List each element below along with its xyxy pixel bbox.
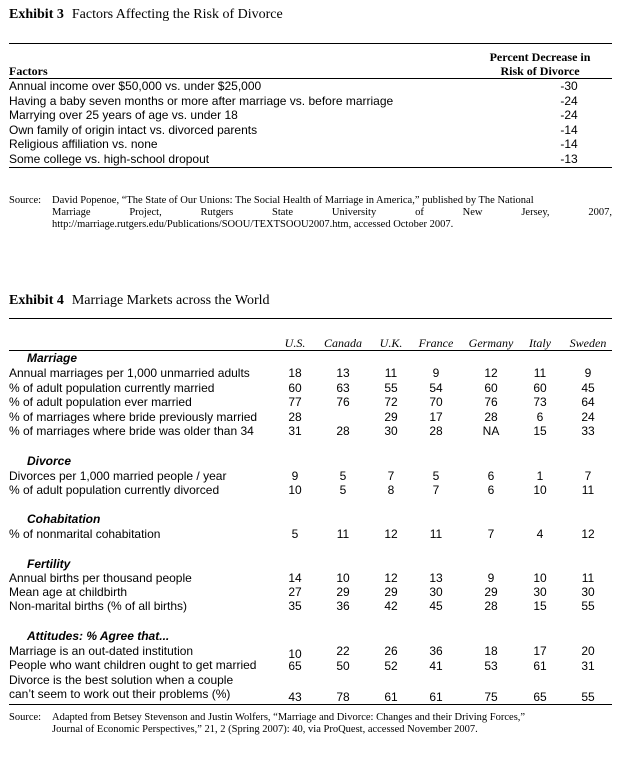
cell: 10 (533, 483, 547, 497)
row-label: % of adult population currently divorced (9, 483, 220, 497)
cell: 12 (581, 527, 595, 541)
cell: 53 (484, 659, 498, 673)
exhibit3-title-text: Factors Affecting the Risk of Divorce (71, 7, 283, 22)
cell: 29 (484, 585, 498, 599)
cell: 12 (384, 527, 398, 541)
cell: 36 (429, 644, 443, 658)
cell: 29 (384, 410, 398, 424)
row-label: % of adult population ever married (9, 395, 192, 409)
cell: 28 (484, 410, 498, 424)
cell: 12 (384, 571, 398, 585)
cell: 5 (339, 469, 347, 483)
cell: 11 (429, 527, 443, 541)
exhibit4-source (9, 712, 612, 736)
exhibit3-value: -14 (560, 123, 578, 137)
exhibit3-row (9, 79, 612, 94)
row-label: Annual marriages per 1,000 unmarried adults (9, 366, 250, 380)
cell: 7 (584, 469, 592, 483)
exhibit3-value: -30 (560, 79, 578, 93)
cell: 45 (429, 599, 443, 613)
exhibit3-source-label: Source: (9, 195, 42, 206)
row-label: Divorce is the best solution when a couple (9, 673, 234, 687)
cell: 8 (387, 483, 395, 497)
exhibit4-title (9, 293, 270, 309)
section-divorce: Divorce (27, 454, 72, 468)
cell: 64 (581, 395, 595, 409)
exhibit4-source-line1: Adapted from Betsey Stevenson and Justin Wolfers, “Marriage and Divorce: Changes and their Driving Forces,” (52, 712, 526, 723)
cell: 1 (536, 469, 544, 483)
exhibit3-row (9, 108, 612, 123)
section-marriage: Marriage (27, 351, 78, 365)
cell: 76 (336, 395, 350, 409)
cell: NA (482, 424, 500, 438)
cell: 42 (384, 599, 398, 613)
cell: 30 (581, 585, 595, 599)
cell: 43 (288, 690, 302, 704)
row-label: Marriage is an out-dated institution (9, 644, 194, 658)
cell: 5 (291, 527, 299, 541)
cell: 4 (536, 527, 544, 541)
cell: 27 (288, 585, 302, 599)
cell: 73 (533, 395, 547, 409)
exhibit3-value: -14 (560, 137, 578, 151)
exhibit3-value-header-line1: Percent Decrease in (489, 50, 591, 64)
cell: 10 (288, 483, 302, 497)
cell: 17 (533, 644, 547, 658)
exhibit3-value: -24 (560, 94, 578, 108)
cell: 31 (581, 659, 595, 673)
cell: 13 (429, 571, 443, 585)
exhibit3-row (9, 137, 612, 152)
cell: 65 (533, 690, 547, 704)
cell: 31 (288, 424, 302, 438)
exhibit3-top-rule (9, 43, 612, 44)
column-header-germany: Germany (468, 336, 514, 350)
column-header-sweden: Sweden (569, 336, 607, 350)
cell: 28 (484, 599, 498, 613)
cell: 14 (288, 571, 302, 585)
cell: 28 (288, 410, 302, 424)
cell: 6 (487, 483, 495, 497)
row-label: % of nonmarital cohabitation (9, 527, 161, 541)
cell: 9 (487, 571, 495, 585)
cell: 24 (581, 410, 595, 424)
cell: 17 (429, 410, 443, 424)
cell: 7 (487, 527, 495, 541)
exhibit3-value-header (470, 50, 610, 78)
exhibit4-label: Exhibit 4 (9, 293, 64, 308)
cell: 28 (336, 424, 350, 438)
cell: 9 (432, 366, 440, 380)
exhibit3-factor: Religious affiliation vs. none (9, 137, 158, 151)
cell: 11 (581, 571, 595, 585)
cell: 61 (533, 659, 547, 673)
cell: 76 (484, 395, 498, 409)
cell: 11 (581, 483, 595, 497)
cell: 61 (384, 690, 398, 704)
cell: 7 (432, 483, 440, 497)
exhibit4-bottom-rule (9, 704, 612, 705)
exhibit3-row (9, 152, 612, 167)
cell: 9 (584, 366, 592, 380)
cell: 60 (288, 381, 302, 395)
cell: 30 (429, 585, 443, 599)
exhibit3-source-line1: David Popenoe, “The State of Our Unions: The Social Health of Marriage in America,” published by The National (52, 195, 534, 206)
cell: 29 (384, 585, 398, 599)
exhibit3-source-line2: Marriage Project, Rutgers State University of New Jersey, 2007, (52, 207, 612, 218)
cell: 7 (387, 469, 395, 483)
cell: 11 (533, 366, 547, 380)
cell: 52 (384, 659, 398, 673)
cell: 75 (484, 690, 498, 704)
cell: 26 (384, 644, 398, 658)
row-label: % of adult population currently married (9, 381, 215, 395)
cell: 70 (429, 395, 443, 409)
row-label: % of marriages where bride was older than 34 (9, 424, 254, 438)
column-header-us: U.S. (284, 336, 306, 350)
row-label: People who want children ought to get married (9, 658, 257, 672)
cell: 5 (432, 469, 440, 483)
cell: 5 (339, 483, 347, 497)
section-cohabitation: Cohabitation (27, 512, 101, 526)
cell: 28 (429, 424, 443, 438)
exhibit3-row (9, 94, 612, 109)
cell: 61 (429, 690, 443, 704)
exhibit3-factor: Annual income over $50,000 vs. under $25,000 (9, 79, 262, 93)
exhibit3-value-header-line2: Risk of Divorce (500, 64, 580, 78)
cell: 13 (336, 366, 350, 380)
cell: 11 (384, 366, 398, 380)
column-header-canada: Canada (323, 336, 362, 350)
exhibit3-factor: Having a baby seven months or more after marriage vs. before marriage (9, 94, 394, 108)
row-label: Annual births per thousand people (9, 571, 192, 585)
cell: 41 (429, 659, 443, 673)
cell: 20 (581, 644, 595, 658)
cell: 65 (288, 659, 302, 673)
cell: 18 (288, 366, 302, 380)
row-label: Non-marital births (% of all births) (9, 599, 188, 613)
cell: 30 (533, 585, 547, 599)
exhibit3-label: Exhibit 3 (9, 7, 64, 22)
column-header-italy: Italy (529, 336, 551, 350)
cell: 9 (291, 469, 299, 483)
exhibit3-factor: Some college vs. high-school dropout (9, 152, 210, 166)
exhibit3-factors-header: Factors (9, 64, 48, 78)
cell: 10 (288, 647, 302, 661)
exhibit3-factor: Marrying over 25 years of age vs. under 18 (9, 108, 238, 122)
cell: 6 (536, 410, 544, 424)
cell: 10 (533, 571, 547, 585)
cell: 22 (336, 644, 350, 658)
column-header-france: France (418, 336, 454, 350)
column-header-uk: U.K. (379, 336, 403, 350)
row-label-continued: can’t seem to work out their problems (%) (9, 687, 231, 701)
cell: 72 (384, 395, 398, 409)
cell: 45 (581, 381, 595, 395)
cell: 30 (384, 424, 398, 438)
cell: 55 (581, 599, 595, 613)
cell: 6 (487, 469, 495, 483)
cell: 63 (336, 381, 350, 395)
section-fertility: Fertility (27, 557, 71, 571)
cell: 60 (484, 381, 498, 395)
exhibit4-top-rule (9, 318, 612, 319)
exhibit3-value: -24 (560, 108, 578, 122)
cell: 36 (336, 599, 350, 613)
cell: 15 (533, 424, 547, 438)
cell: 77 (288, 395, 302, 409)
exhibit3-source (9, 195, 612, 231)
exhibit4-source-label: Source: (9, 712, 42, 723)
cell: 50 (336, 659, 350, 673)
exhibit4-source-line2: Journal of Economic Perspectives,” 21, 2 (Spring 2007): 40, via ProQuest, accessed November 2007. (52, 724, 478, 735)
cell: 55 (581, 690, 595, 704)
row-label: Mean age at childbirth (9, 585, 128, 599)
cell: 12 (484, 366, 498, 380)
cell: 10 (336, 571, 350, 585)
cell: 11 (336, 527, 350, 541)
cell: 54 (429, 381, 443, 395)
cell: 15 (533, 599, 547, 613)
exhibit3-factor: Own family of origin intact vs. divorced parents (9, 123, 258, 137)
cell: 78 (336, 690, 350, 704)
cell: 18 (484, 644, 498, 658)
cell: 55 (384, 381, 398, 395)
section-attitudes: Attitudes: % Agree that... (27, 629, 170, 643)
exhibit3-value: -13 (560, 152, 578, 166)
exhibit4-title-text: Marriage Markets across the World (71, 293, 270, 308)
cell: 35 (288, 599, 302, 613)
cell: 60 (533, 381, 547, 395)
exhibit3-row (9, 123, 612, 138)
cell: 29 (336, 585, 350, 599)
cell: 33 (581, 424, 595, 438)
row-label: Divorces per 1,000 married people / year (9, 469, 227, 483)
exhibit4-header-rule (9, 350, 612, 351)
exhibit3-bottom-rule (9, 167, 612, 168)
exhibit3-title (9, 7, 283, 23)
row-label: % of marriages where bride previously married (9, 410, 258, 424)
exhibit3-source-line3: http://marriage.rutgers.edu/Publications/SOOU/TEXTSOOU2007.htm, accessed October 2007. (52, 219, 454, 230)
